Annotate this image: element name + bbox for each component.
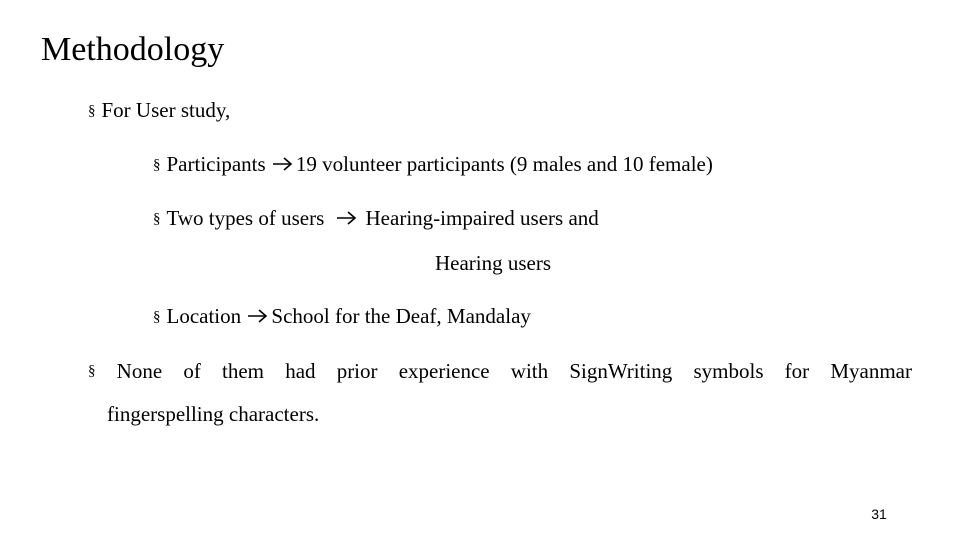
- bullet-icon: §: [88, 103, 96, 119]
- bullet-prior-experience: [88, 358, 912, 384]
- bullet-icon: §: [153, 309, 161, 325]
- arrow-right-icon: [247, 308, 269, 324]
- bullet-user-types: [153, 205, 599, 232]
- note-word: None: [116, 359, 163, 383]
- note-word: had: [285, 359, 316, 383]
- page-number: 31: [871, 506, 887, 522]
- note-word: prior: [336, 359, 378, 383]
- bullet-value: Hearing-impaired users and: [365, 206, 599, 230]
- bullet-label: Location: [166, 304, 242, 328]
- bullet-icon: §: [153, 157, 161, 173]
- note-word: symbols: [693, 359, 764, 383]
- bullet-prior-experience-continued: fingerspelling characters.: [107, 402, 320, 426]
- bullet-location: [153, 303, 531, 330]
- bullet-value: 19 volunteer participants (9 males and 10 female): [295, 152, 713, 176]
- note-word: Myanmar: [830, 359, 912, 383]
- arrow-right-icon: [272, 156, 294, 172]
- note-word: SignWriting: [569, 359, 673, 383]
- note-word: with: [510, 359, 549, 383]
- note-word: experience: [398, 359, 490, 383]
- slide-title: Methodology: [41, 31, 225, 68]
- note-word: of: [183, 359, 201, 383]
- bullet-label: Two types of users: [166, 206, 325, 230]
- bullet-label: Participants: [166, 152, 266, 176]
- note-word: for: [784, 359, 810, 383]
- note-word: them: [222, 359, 265, 383]
- bullet-value: School for the Deaf, Mandalay: [271, 304, 531, 328]
- bullet-text: For User study,: [101, 98, 231, 122]
- bullet-icon: §: [153, 211, 161, 227]
- bullet-icon: §: [88, 363, 96, 379]
- arrow-right-icon: [336, 210, 358, 226]
- bullet-user-study: [88, 97, 230, 124]
- bullet-user-types-continued: Hearing users: [435, 251, 552, 275]
- bullet-participants: [153, 151, 713, 178]
